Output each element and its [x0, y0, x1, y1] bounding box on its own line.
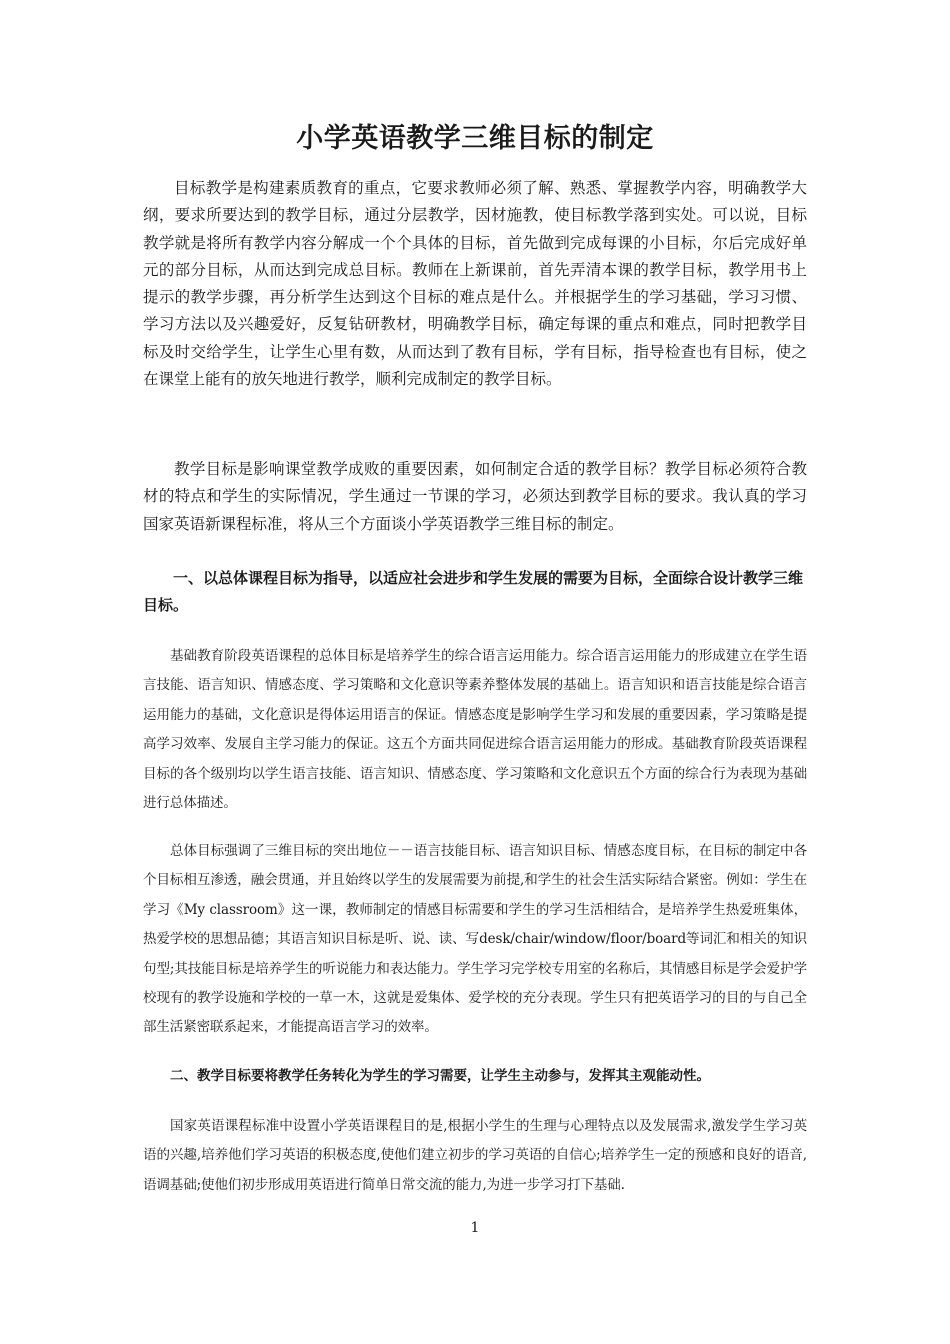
- section-heading-1: 一、以总体课程目标为指导，以适应社会进步和学生发展的需要为目标，全面综合设计教学三维目标。: [143, 569, 804, 614]
- paragraph-curriculum-purpose: 国家英语课程标准中设置小学英语课程目的是,根据小学生的生理与心理特点以及发展需求,激发学生学习英语的兴趣,培养他们学习英语的积极态度,使他们建立初步的学习英语的自信心;培养学生一定的预感和良好的语音,语调基础;使他们初步形成用英语进行简单日常交流的能力,为进一步学习打下基础.: [143, 1118, 807, 1193]
- document-title: 小学英语教学三维目标的制定: [296, 123, 654, 154]
- page-number: 1: [470, 1220, 480, 1236]
- paragraph-three-dimensions: 总体目标强调了三维目标的突出地位－－语言技能目标、语言知识目标、情感态度目标，在目标的制定中各个目标相互渗透，融会贯通，并且始终以学生的发展需要为前提,和学生的社会生活实际结合紧密。例如：学生在学习《My classroom》这一课，教师制定的情感目标需要和学生的学习生活相结合，是培养学生热爱班集体，热爱学校的思想品德；其语言知识目标是听、说、读、写desk/chair/window/floor/board等词汇和相关的知识句型;其技能目标是培养学生的听说能力和表达能力。学生学习完学校专用室的名称后，其情感目标是学会爱护学校现有的教学设施和学校的一草一木，这就是爱集体、爱学校的充分表现。学生只有把英语学习的目的与自己全部生活紧密联系起来，才能提高语言学习的效率。: [143, 843, 807, 1036]
- paragraph-overall-goal: 基础教育阶段英语课程的总体目标是培养学生的综合语言运用能力。综合语言运用能力的形成建立在学生语言技能、语言知识、情感态度、学习策略和文化意识等素养整体发展的基础上。语言知识和语言技能是综合语言运用能力的基础，文化意识是得体运用语言的保证。情感态度是影响学生学习和发展的重要因素，学习策略是提高学习效率、发展自主学习能力的保证。这五个方面共同促进综合语言运用能力的形成。基础教育阶段英语课程目标的各个级别均以学生语言技能、语言知识、情感态度、学习策略和文化意识五个方面的综合行为表现为基础进行总体描述。: [143, 648, 807, 812]
- section-heading-2: 二、教学目标要将教学任务转化为学生的学习需要，让学生主动参与，发挥其主观能动性。: [170, 1068, 710, 1084]
- paragraph-importance: 教学目标是影响课堂教学成败的重要因素，如何制定合适的教学目标？教学目标必须符合教材的特点和学生的实际情况，学生通过一节课的学习，必须达到教学目标的要求。我认真的学习国家英语新课程标准，将从三个方面谈小学英语教学三维目标的制定。: [143, 460, 807, 533]
- paragraph-intro: 目标教学是构建素质教育的重点，它要求教师必须了解、熟悉、掌握教学内容，明确教学大纲，要求所要达到的教学目标，通过分层教学，因材施教，使目标教学落到实处。可以说，目标教学就是将所有教学内容分解成一个个具体的目标，首先做到完成每课的小目标，尔后完成好单元的部分目标，从而达到完成总目标。教师在上新课前，首先弄清本课的教学目标，教学用书上提示的教学步骤，再分析学生达到这个目标的难点是什么。并根据学生的学习基础，学习习惯、学习方法以及兴趣爱好，反复钻研教材，明确教学目标，确定每课的重点和难点，同时把教学目标及时交给学生，让学生心里有数，从而达到了教有目标，学有目标，指导检查也有目标，使之在课堂上能有的放矢地进行教学，顺利完成制定的教学目标。: [143, 179, 807, 389]
